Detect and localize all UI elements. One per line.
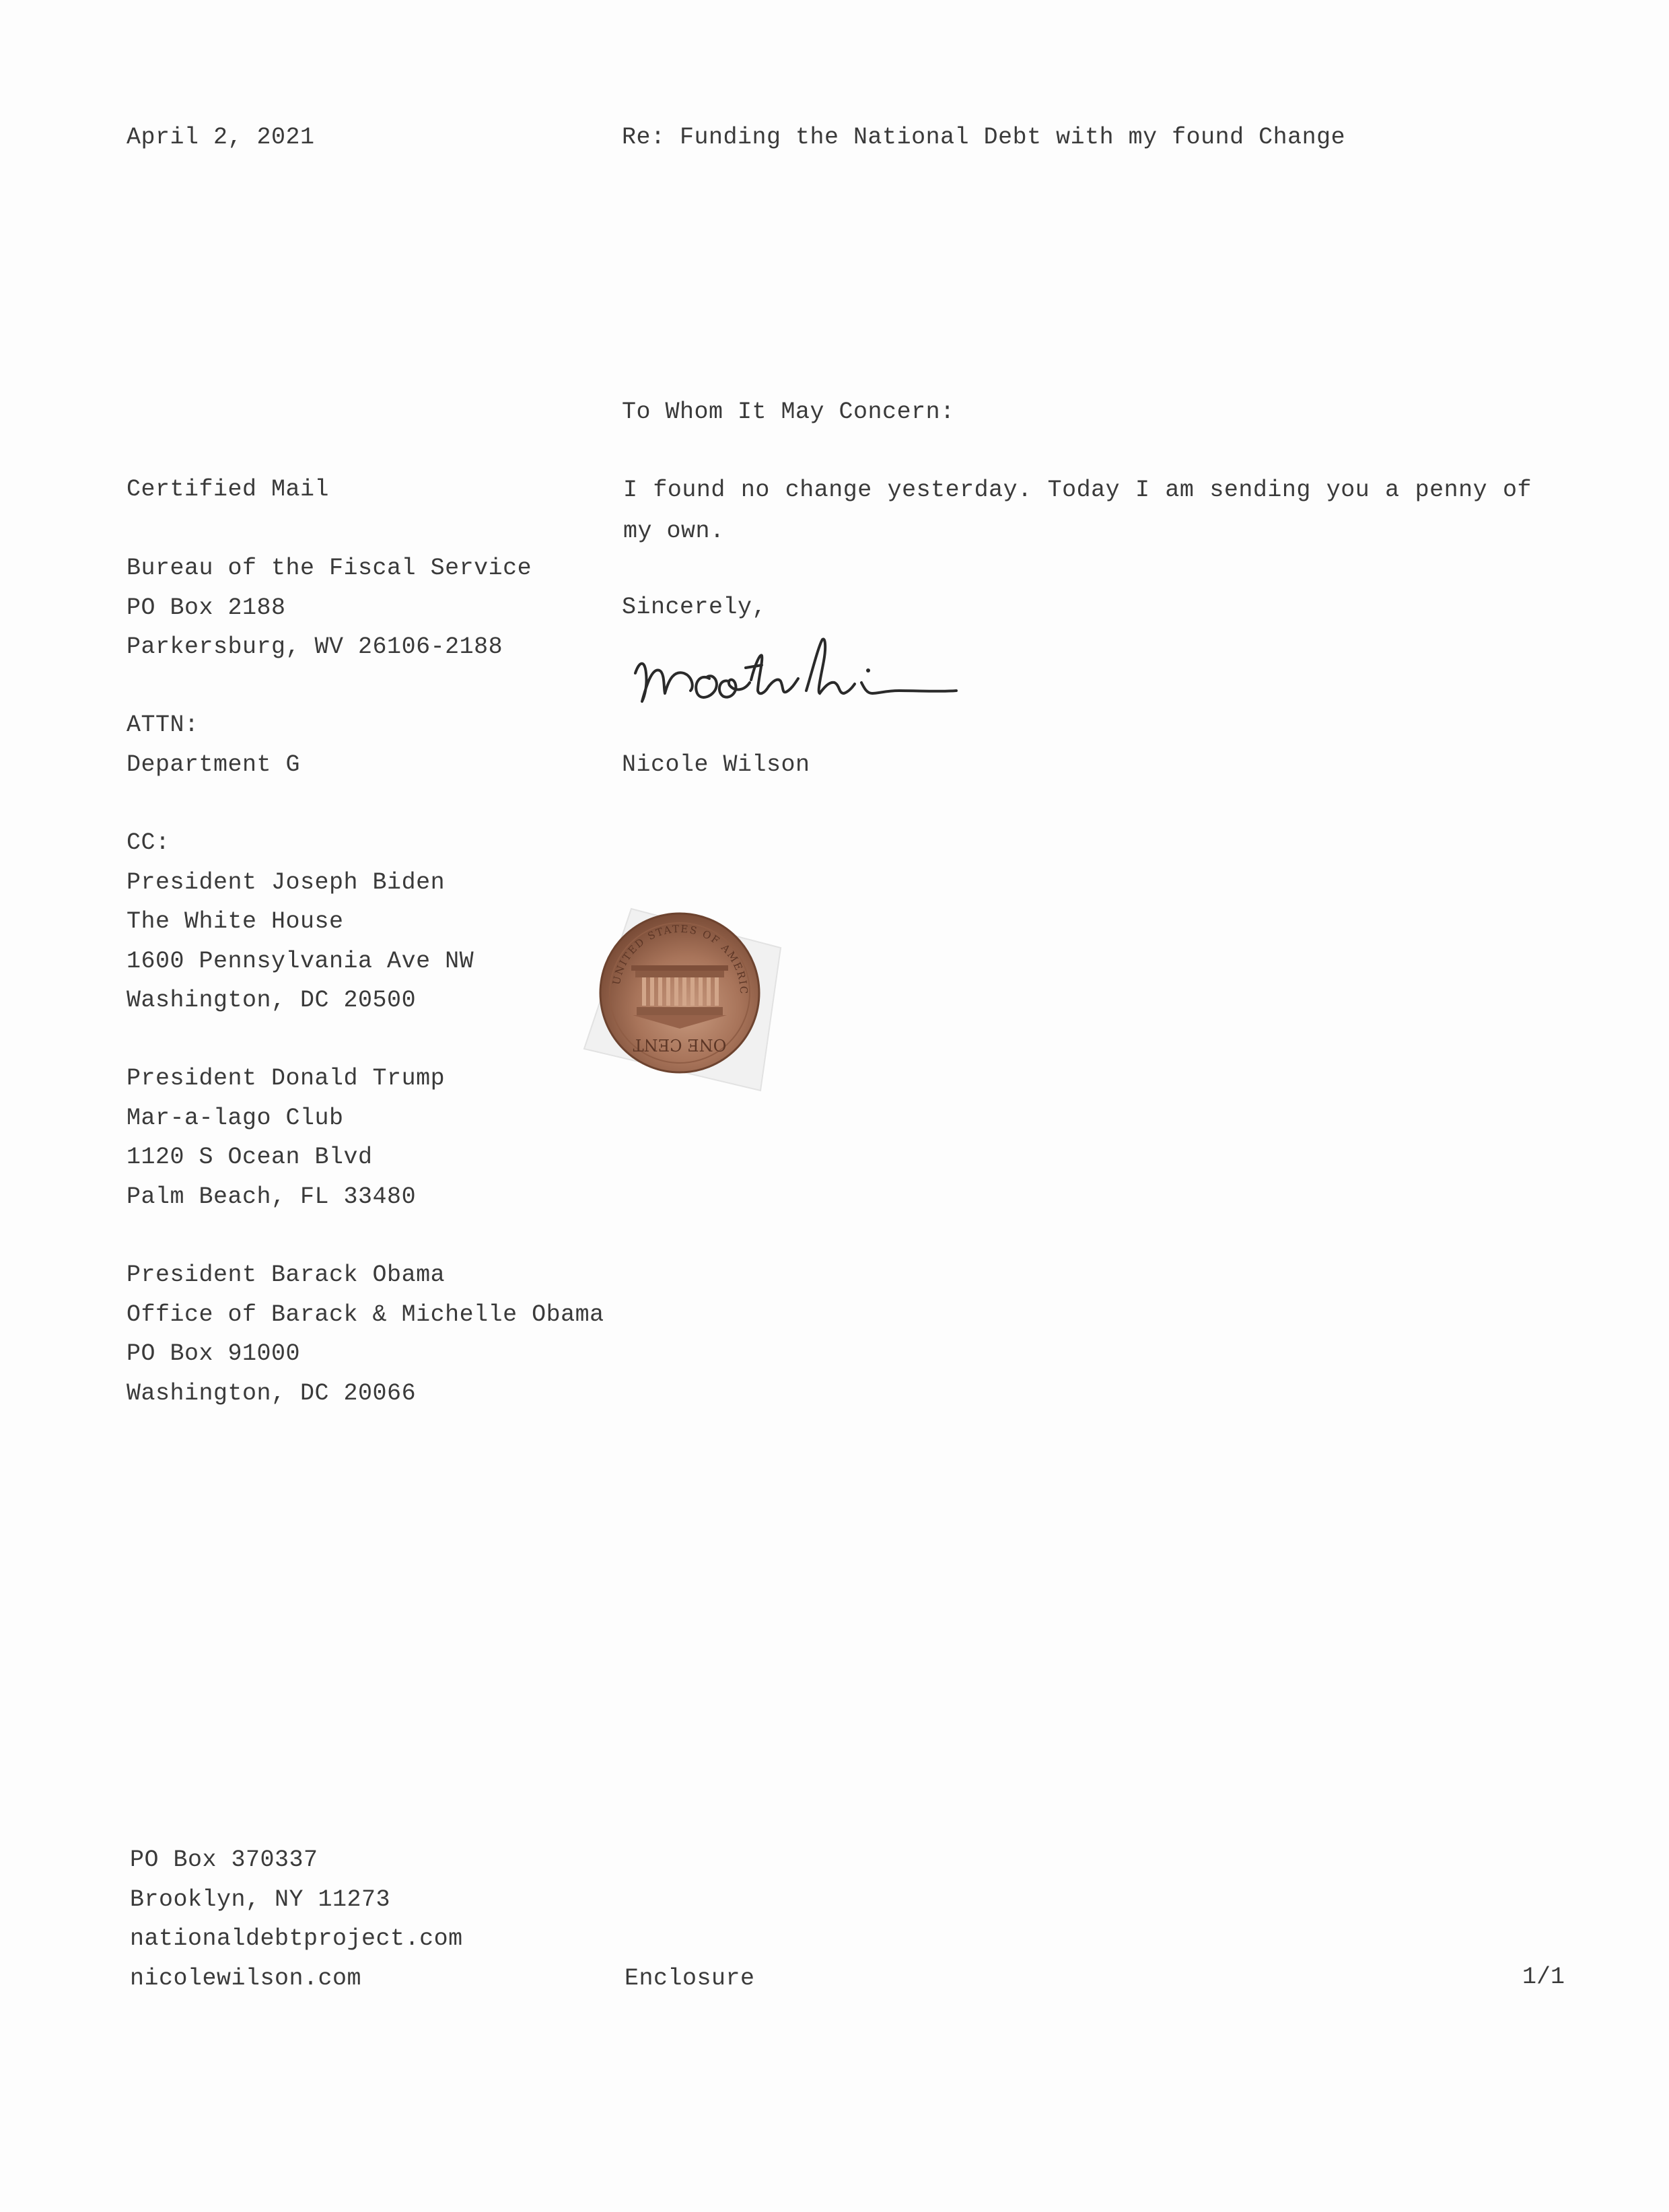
cc-line: President Joseph Biden [127,868,446,896]
cc-label: CC: [127,829,170,856]
signer-name: Nicole Wilson [622,751,810,778]
coin-rim-text: UNITED STATES OF AMERICA [610,922,785,1100]
closing: Sincerely, [622,594,767,621]
sender-line: nationaldebtproject.com [130,1925,463,1952]
cc-line: Mar-a-lago Club [127,1104,344,1132]
penny-enclosure [579,895,821,1111]
cc-line: Washington, DC 20500 [127,987,417,1014]
coin-denomination: ONE CENT [633,1035,727,1054]
cc-line: Palm Beach, FL 33480 [127,1183,417,1210]
letter-body: I found no change yesterday. Today I am sending you a penny of my own. [623,477,1532,545]
cc-block [127,823,474,1021]
delivery-method: Certified Mail [127,476,330,503]
handwritten-signature [630,626,960,714]
sender-line: Brooklyn, NY 11273 [130,1886,391,1913]
cc-line: 1600 Pennsylvania Ave NW [127,947,474,975]
cc-line: PO Box 91000 [127,1340,301,1367]
recipient-address [127,549,532,667]
salutation: To Whom It May Concern: [622,399,955,425]
cc-line: President Donald Trump [127,1065,446,1092]
attn-value: Department G [127,751,301,778]
sender-address [130,1840,463,1998]
sender-line: nicolewilson.com [130,1964,362,1992]
cc-line: Office of Barack & Michelle Obama [127,1301,604,1328]
cc-line: The White House [127,908,344,935]
page-number: 1/1 [1522,1964,1565,1991]
cc-recipient [127,1059,445,1216]
letter-date: April 2, 2021 [127,124,315,151]
attention-block [127,705,300,784]
recipient-line: Bureau of the Fiscal Service [127,555,532,582]
cc-line: 1120 S Ocean Blvd [127,1144,373,1171]
recipient-line: Parkersburg, WV 26106-2188 [127,633,503,660]
cc-line: Washington, DC 20066 [127,1379,417,1407]
enclosure-label: Enclosure [625,1965,755,1992]
recipient-line: PO Box 2188 [127,594,286,621]
cc-recipient [127,1255,604,1413]
sender-line: PO Box 370337 [130,1846,318,1873]
letter-subject: Re: Funding the National Debt with my found Change [622,124,1346,151]
cc-line: President Barack Obama [127,1261,446,1288]
attn-label: ATTN: [127,712,199,738]
